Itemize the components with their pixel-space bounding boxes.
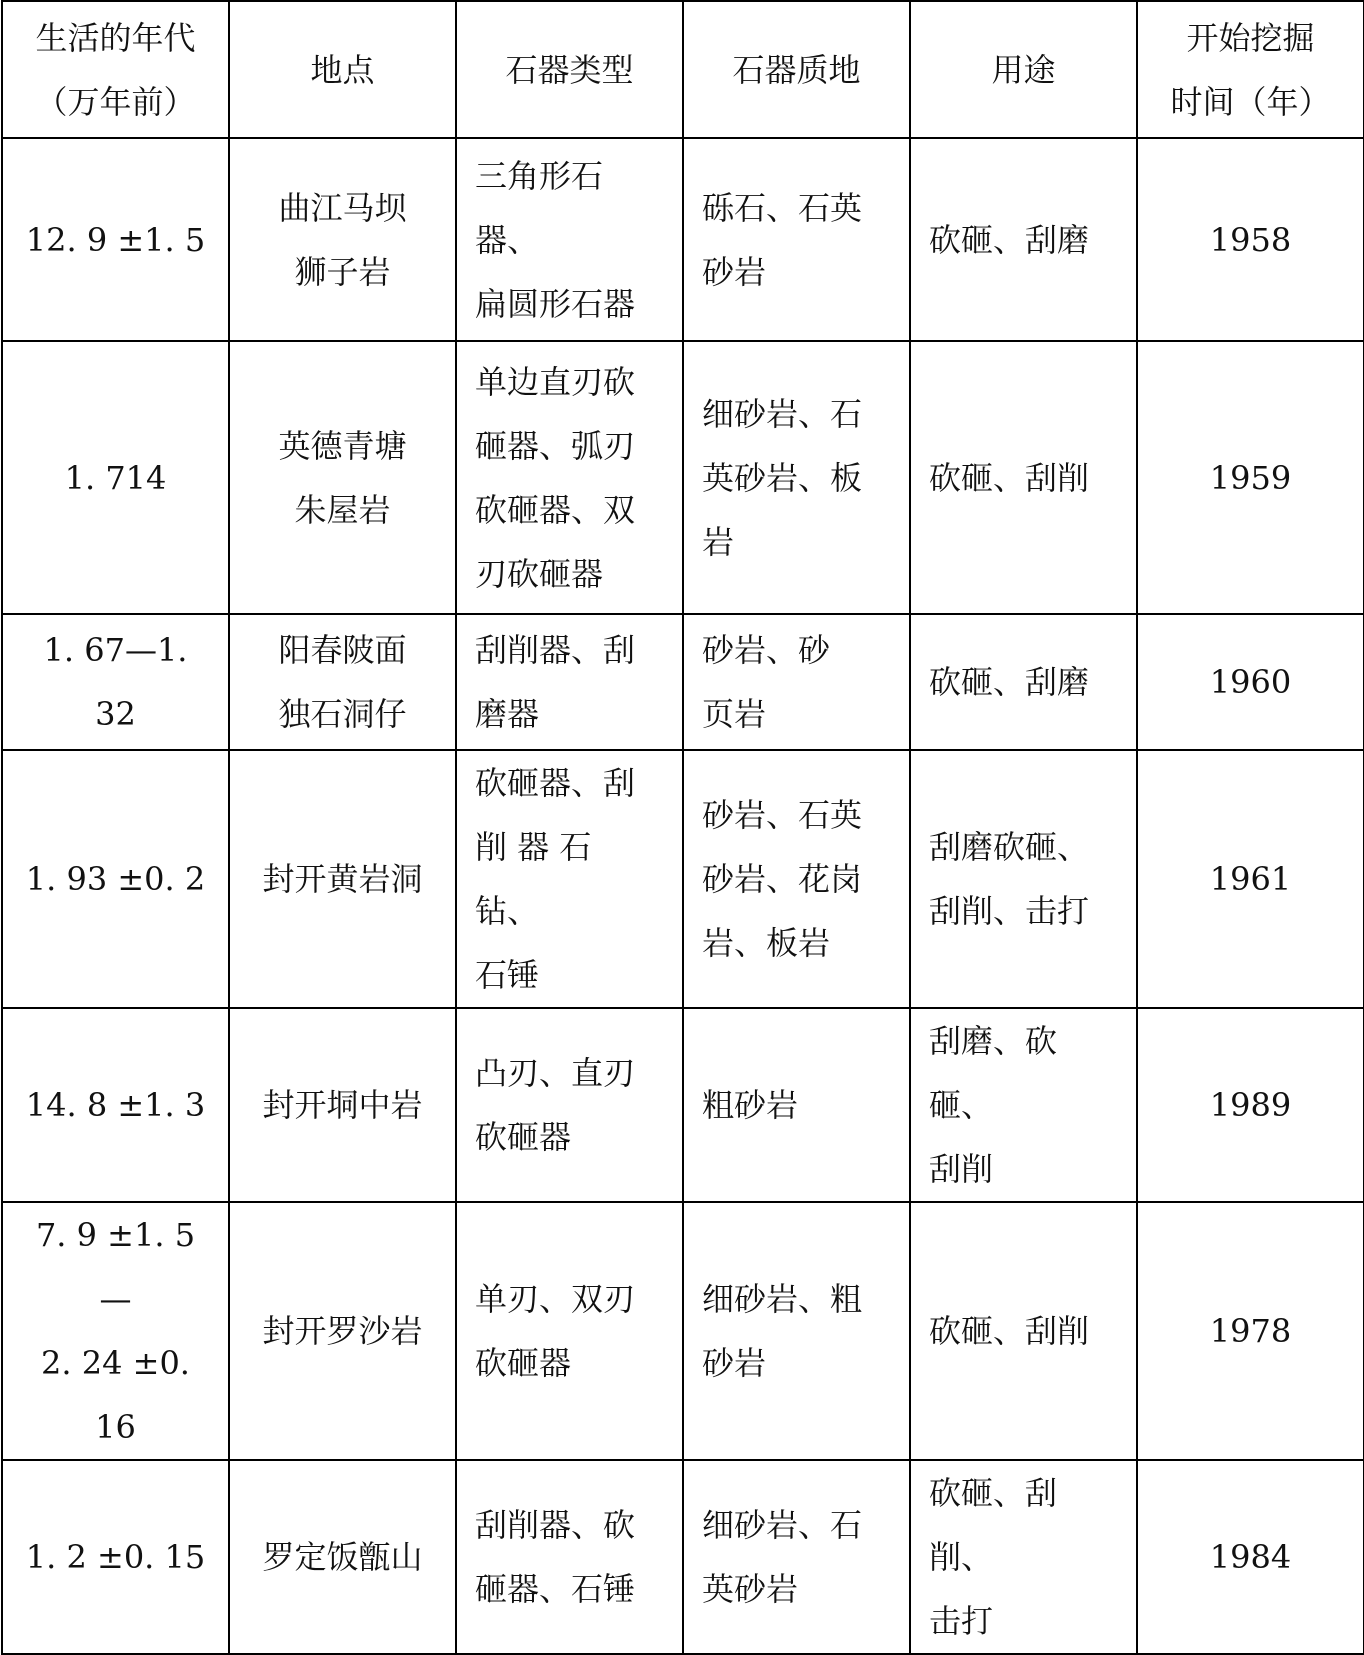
cell-era: 12. 9 ±1. 5	[2, 138, 229, 341]
cell-era: 1. 93 ±0. 2	[2, 750, 229, 1008]
table-row	[2, 1008, 1364, 1202]
cell-location: 封开黄岩洞	[229, 750, 456, 1008]
cell-tool-material: 细砂岩、石 英砂岩、板 岩	[683, 341, 910, 614]
cell-location: 封开罗沙岩	[229, 1202, 456, 1460]
cell-excavation-year: 1958	[1137, 138, 1364, 341]
cell-excavation-year: 1989	[1137, 1008, 1364, 1202]
cell-tool-type: 刮削器、砍 砸器、石锤	[456, 1460, 683, 1654]
cell-era: 1. 67—1. 32	[2, 614, 229, 750]
cell-era: 7. 9 ±1. 5— 2. 24 ±0. 16	[2, 1202, 229, 1460]
cell-tool-type: 单边直刃砍 砸器、弧刃 砍砸器、双 刃砍砸器	[456, 341, 683, 614]
cell-excavation-year: 1961	[1137, 750, 1364, 1008]
cell-tool-material: 细砂岩、粗 砂岩	[683, 1202, 910, 1460]
cell-excavation-year: 1978	[1137, 1202, 1364, 1460]
table-row	[2, 1202, 1364, 1460]
cell-tool-type: 单刃、双刃 砍砸器	[456, 1202, 683, 1460]
cell-tool-material: 粗砂岩	[683, 1008, 910, 1202]
cell-usage: 砍砸、刮磨	[910, 138, 1137, 341]
table-row	[2, 341, 1364, 614]
cell-usage: 砍砸、刮削	[910, 1202, 1137, 1460]
table-row	[2, 1460, 1364, 1654]
cell-tool-material: 砾石、石英 砂岩	[683, 138, 910, 341]
table-row	[2, 138, 1364, 341]
cell-location: 曲江马坝 狮子岩	[229, 138, 456, 341]
cell-usage: 刮磨、砍砸、 刮削	[910, 1008, 1137, 1202]
cell-location: 罗定饭甑山	[229, 1460, 456, 1654]
cell-usage: 刮磨砍砸、 刮削、击打	[910, 750, 1137, 1008]
header-era: 生活的年代 （万年前）	[2, 1, 229, 138]
cell-location: 封开垌中岩	[229, 1008, 456, 1202]
cell-era: 14. 8 ±1. 3	[2, 1008, 229, 1202]
cell-usage: 砍砸、刮削、 击打	[910, 1460, 1137, 1654]
header-location: 地点	[229, 1, 456, 138]
cell-excavation-year: 1984	[1137, 1460, 1364, 1654]
cell-era: 1. 714	[2, 341, 229, 614]
cell-tool-type: 刮削器、刮 磨器	[456, 614, 683, 750]
cell-tool-type: 砍砸器、刮 削 器 石 钻、 石锤	[456, 750, 683, 1008]
cell-location: 阳春陂面 独石洞仔	[229, 614, 456, 750]
cell-usage: 砍砸、刮磨	[910, 614, 1137, 750]
cell-era: 1. 2 ±0. 15	[2, 1460, 229, 1654]
cell-tool-material: 砂岩、石英 砂岩、花岗 岩、板岩	[683, 750, 910, 1008]
cell-tool-type: 凸刃、直刃 砍砸器	[456, 1008, 683, 1202]
table-row	[2, 750, 1364, 1008]
stone-tools-table	[1, 0, 1364, 1655]
cell-excavation-year: 1960	[1137, 614, 1364, 750]
header-usage: 用途	[910, 1, 1137, 138]
table-header-row	[2, 1, 1364, 138]
cell-location: 英德青塘 朱屋岩	[229, 341, 456, 614]
header-tool-type: 石器类型	[456, 1, 683, 138]
cell-usage: 砍砸、刮削	[910, 341, 1137, 614]
cell-excavation-year: 1959	[1137, 341, 1364, 614]
header-excavation-year: 开始挖掘 时间（年）	[1137, 1, 1364, 138]
cell-tool-material: 砂岩、砂 页岩	[683, 614, 910, 750]
header-tool-material: 石器质地	[683, 1, 910, 138]
cell-tool-material: 细砂岩、石 英砂岩	[683, 1460, 910, 1654]
cell-tool-type: 三角形石器、 扁圆形石器	[456, 138, 683, 341]
table-row	[2, 614, 1364, 750]
